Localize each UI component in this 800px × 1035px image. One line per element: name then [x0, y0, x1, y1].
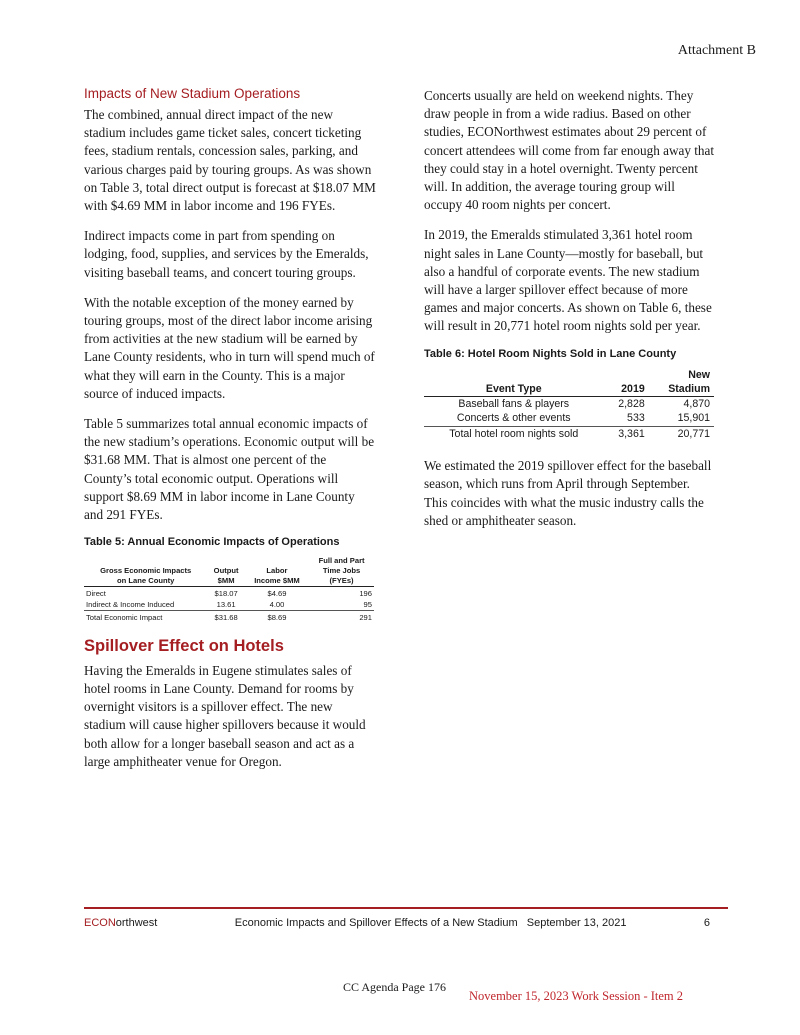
table5-cell-jobs: 291 — [309, 611, 374, 623]
footer-brand: ECONorthwest — [84, 917, 158, 929]
paragraph: With the notable exception of the money earned by touring groups, most of the direct labor income arising from activities at the new stadium will be earned by Lane County residents, who in turn will spend much of what they will earn in the County. This is a major source of induced impacts. — [84, 294, 375, 401]
table-row — [424, 411, 714, 426]
table5-cell-output: $18.07 — [214, 588, 238, 598]
footer-report-info: Economic Impacts and Spillover Effects of a New Stadium September 13, 2021 — [234, 917, 627, 929]
table5-cell-labor: $8.69 — [245, 611, 309, 623]
work-session-stamp: November 15, 2023 Work Session - Item 2 — [469, 989, 684, 1003]
paragraph: Table 5 summarizes total annual economic impacts of the new stadium’s operations. Economic output will be $31.68 MM. That is almost one percent of the County’s total economic output. Operations will support $8.69 MM in labor income in Lane County and 291 FYEs. — [84, 416, 375, 523]
footer-page-number: 6 — [703, 917, 710, 929]
table6-cell-label: Total hotel room nights sold — [424, 426, 604, 441]
footer-divider — [84, 907, 728, 909]
table5-cell-jobs: 95 — [363, 600, 372, 610]
section-heading-operations: Impacts of New Stadium Operations — [84, 86, 301, 101]
table-row-total — [84, 611, 374, 623]
table6-cell-2019: 3,361 — [604, 426, 649, 441]
table5-cell-labor: 4.00 — [269, 600, 285, 610]
table-row — [424, 396, 714, 411]
agenda-page-stamp: CC Agenda Page 176 — [343, 980, 446, 994]
table-row-total — [424, 426, 714, 441]
table6-title: Table 6: Hotel Room Nights Sold in Lane County — [424, 347, 677, 360]
table6-cell-label: Concerts & other events — [456, 412, 571, 425]
table5-cell-label: Direct — [86, 588, 106, 598]
paragraph: Concerts usually are held on weekend nights. They draw people in from a wide radius. Based on other studies, ECONorthwest estimates about 29 percent of concert attendees will come from far enough away that they could stay in a hotel overnight. Twenty percent will. In addition, the average touring group will occupy 40 room nights per concert. — [424, 88, 715, 213]
table-row — [84, 599, 374, 611]
page-footer — [84, 917, 710, 929]
table5-cell-label: Indirect & Income Induced — [86, 600, 175, 610]
table6 — [424, 368, 714, 442]
paragraph: Indirect impacts come in part from spending on lodging, food, supplies, and services by the Emeralds, visiting baseball teams, and concert touring groups. — [84, 228, 369, 280]
table6-cell-new: 15,901 — [677, 412, 710, 425]
right-column — [424, 87, 716, 542]
table5-title: Table 5: Annual Economic Impacts of Operations — [84, 536, 340, 549]
table5-col-labor: Labor Income $MM — [254, 566, 300, 586]
table5-col-jobs: Full and Part Time Jobs (FYEs) — [318, 556, 365, 586]
table5-cell-labor: $4.69 — [267, 588, 287, 598]
table5-header-row — [84, 556, 374, 587]
paragraph: The combined, annual direct impact of the new stadium includes game ticket sales, concert ticketing fees, stadium rentals, concession sales, parking, and various charges paid by touring groups. As was shown on Table 3, total direct output is forecast at $18.07 MM with $4.69 MM in labor income and 196 FYEs. — [84, 107, 376, 214]
section-heading-spillover: Spillover Effect on Hotels — [84, 636, 284, 655]
table6-col-new: New Stadium — [668, 368, 710, 395]
table5-cell-output: $31.68 — [207, 611, 244, 623]
paragraph: We estimated the 2019 spillover effect for the baseball season, which runs from April through September. This coincides with what the music industry calls the shed or amphitheater season. — [424, 458, 712, 528]
table6-cell-2019: 2,828 — [618, 397, 645, 410]
table6-col-event: Event Type — [485, 382, 542, 395]
table6-cell-new: 20,771 — [649, 426, 714, 441]
table6-header-row — [424, 368, 714, 397]
paragraph: In 2019, the Emeralds stimulated 3,361 hotel room night sales in Lane County—mostly for baseball, but also a handful of corporate events. The new stadium will have a larger spillover effect because of more games and major concerts. As shown on Table 6, these will result in 20,771 hotel room nights sold per year. — [424, 227, 712, 334]
table5-cell-jobs: 196 — [359, 588, 372, 598]
table5-cell-output: 13.61 — [216, 600, 236, 610]
table5-col-impacts: Gross Economic Impacts on Lane County — [100, 566, 192, 586]
table5-col-output: Output $MM — [213, 566, 239, 586]
table5 — [84, 556, 374, 623]
paragraph: Having the Emeralds in Eugene stimulates sales of hotel rooms in Lane County. Demand for rooms by overnight visitors is a spillover effect. The new stadium will cause higher spillovers because it would both allow for a longer baseball season and act as a large amphitheater venue for Oregon. — [84, 662, 366, 769]
attachment-label: Attachment B — [677, 43, 756, 58]
table6-cell-new: 4,870 — [683, 397, 710, 410]
table6-cell-2019: 533 — [627, 412, 645, 425]
table5-cell-label: Total Economic Impact — [84, 611, 207, 623]
left-column — [84, 86, 376, 783]
table6-col-2019: 2019 — [621, 382, 645, 395]
table6-cell-label: Baseball fans & players — [458, 397, 570, 410]
table-row — [84, 587, 374, 599]
